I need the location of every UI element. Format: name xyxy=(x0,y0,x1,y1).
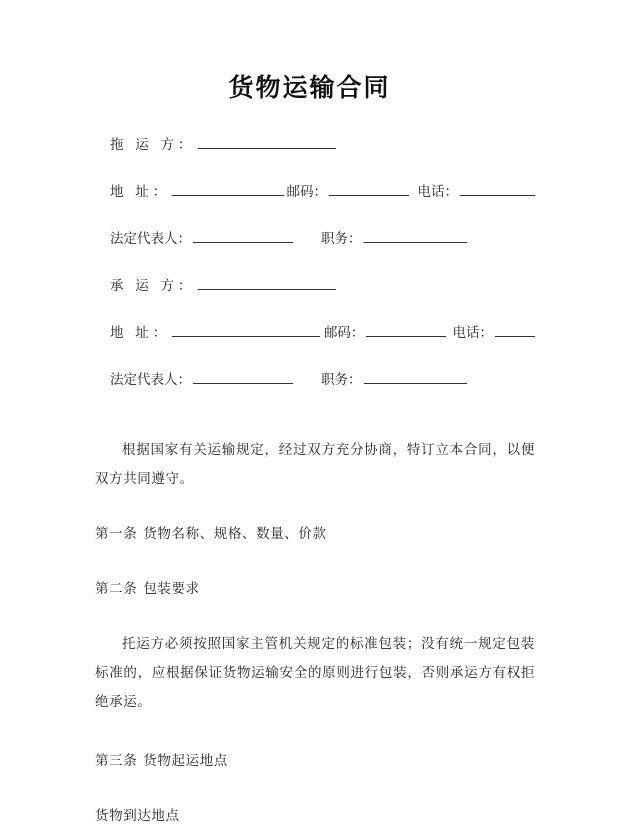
clause-number-3: 第三条 xyxy=(95,753,138,768)
preamble-paragraph: 根据国家有关运输规定，经过双方充分协商，特订立本合同，以便双方共同遵守。 xyxy=(95,442,535,486)
field-blank-carrier-duty[interactable] xyxy=(364,368,467,384)
field-carrier-representative xyxy=(110,368,293,389)
field-shipper-representative xyxy=(110,227,293,248)
field-shipper-address xyxy=(110,180,284,201)
field-carrier-address xyxy=(110,321,320,342)
field-label-shipper-party: 拖 运 方： xyxy=(110,137,196,152)
page-title: 货物运输合同 xyxy=(228,74,391,102)
field-carrier-party xyxy=(110,274,336,295)
field-blank-shipper-tel[interactable] xyxy=(460,180,535,196)
clause-title-1: 货物名称、规格、数量、价款 xyxy=(143,526,327,541)
field-shipper-tel xyxy=(418,180,536,201)
spacer xyxy=(95,493,535,519)
field-blank-shipper-address[interactable] xyxy=(172,180,284,196)
field-label-carrier-duty: 职务： xyxy=(321,372,362,387)
field-shipper-zip xyxy=(287,180,410,201)
clause-body-3: 货物到达地点 xyxy=(95,808,180,823)
field-label-shipper-representative: 法定代表人： xyxy=(110,231,191,246)
field-shipper-duty xyxy=(321,227,467,248)
form-row-shipper-address xyxy=(95,180,535,227)
field-blank-shipper-party[interactable] xyxy=(198,133,336,149)
field-label-shipper-address: 地 址： xyxy=(110,184,171,199)
clause-heading-2 xyxy=(95,574,535,603)
clause-title-2: 包装要求 xyxy=(143,581,200,596)
spacer xyxy=(95,716,535,746)
form-row-shipper-representative xyxy=(95,227,535,274)
field-label-carrier-representative: 法定代表人： xyxy=(110,372,191,387)
clause-title-3: 货物起运地点 xyxy=(143,753,228,768)
field-blank-shipper-representative[interactable] xyxy=(193,227,293,243)
field-blank-carrier-zip[interactable] xyxy=(366,321,446,337)
form-row-shipper-party xyxy=(95,133,535,180)
field-carrier-zip xyxy=(324,321,447,342)
field-blank-carrier-tel[interactable] xyxy=(495,321,535,337)
field-carrier-tel xyxy=(453,321,536,342)
clause-body-2: 托运方必须按照国家主管机关规定的标准包装；没有统一规定包装标准的，应根据保证货物运输安全的原则进行包装，否则承运方有权拒绝承运。 xyxy=(95,636,535,709)
spacer xyxy=(95,548,535,574)
field-label-carrier-party: 承 运 方： xyxy=(110,278,196,293)
clause-heading-3 xyxy=(95,746,535,775)
field-blank-carrier-party[interactable] xyxy=(198,274,336,290)
field-label-carrier-zip: 邮码： xyxy=(323,325,365,340)
clause-heading-1 xyxy=(95,519,535,548)
form-row-carrier-address xyxy=(95,321,535,368)
spacer xyxy=(95,775,535,801)
field-blank-carrier-address[interactable] xyxy=(172,321,320,337)
form-row-carrier-representative xyxy=(95,368,535,415)
field-label-shipper-tel: 电话： xyxy=(417,184,458,199)
field-label-carrier-address: 地 址： xyxy=(110,325,171,340)
clause-number-2: 第二条 xyxy=(95,581,138,596)
field-blank-shipper-duty[interactable] xyxy=(364,227,467,243)
field-label-shipper-zip: 邮码： xyxy=(286,184,328,199)
field-carrier-duty xyxy=(321,368,467,389)
spacer xyxy=(95,603,535,629)
document-body xyxy=(95,133,535,830)
field-blank-shipper-zip[interactable] xyxy=(329,180,409,196)
field-blank-carrier-representative[interactable] xyxy=(193,368,293,384)
form-row-carrier-party xyxy=(95,274,535,321)
spacer xyxy=(95,415,535,435)
field-label-carrier-tel: 电话： xyxy=(452,325,493,340)
field-label-shipper-duty: 职务： xyxy=(321,231,362,246)
field-shipper-party xyxy=(110,133,336,154)
clause-number-1: 第一条 xyxy=(95,526,138,541)
